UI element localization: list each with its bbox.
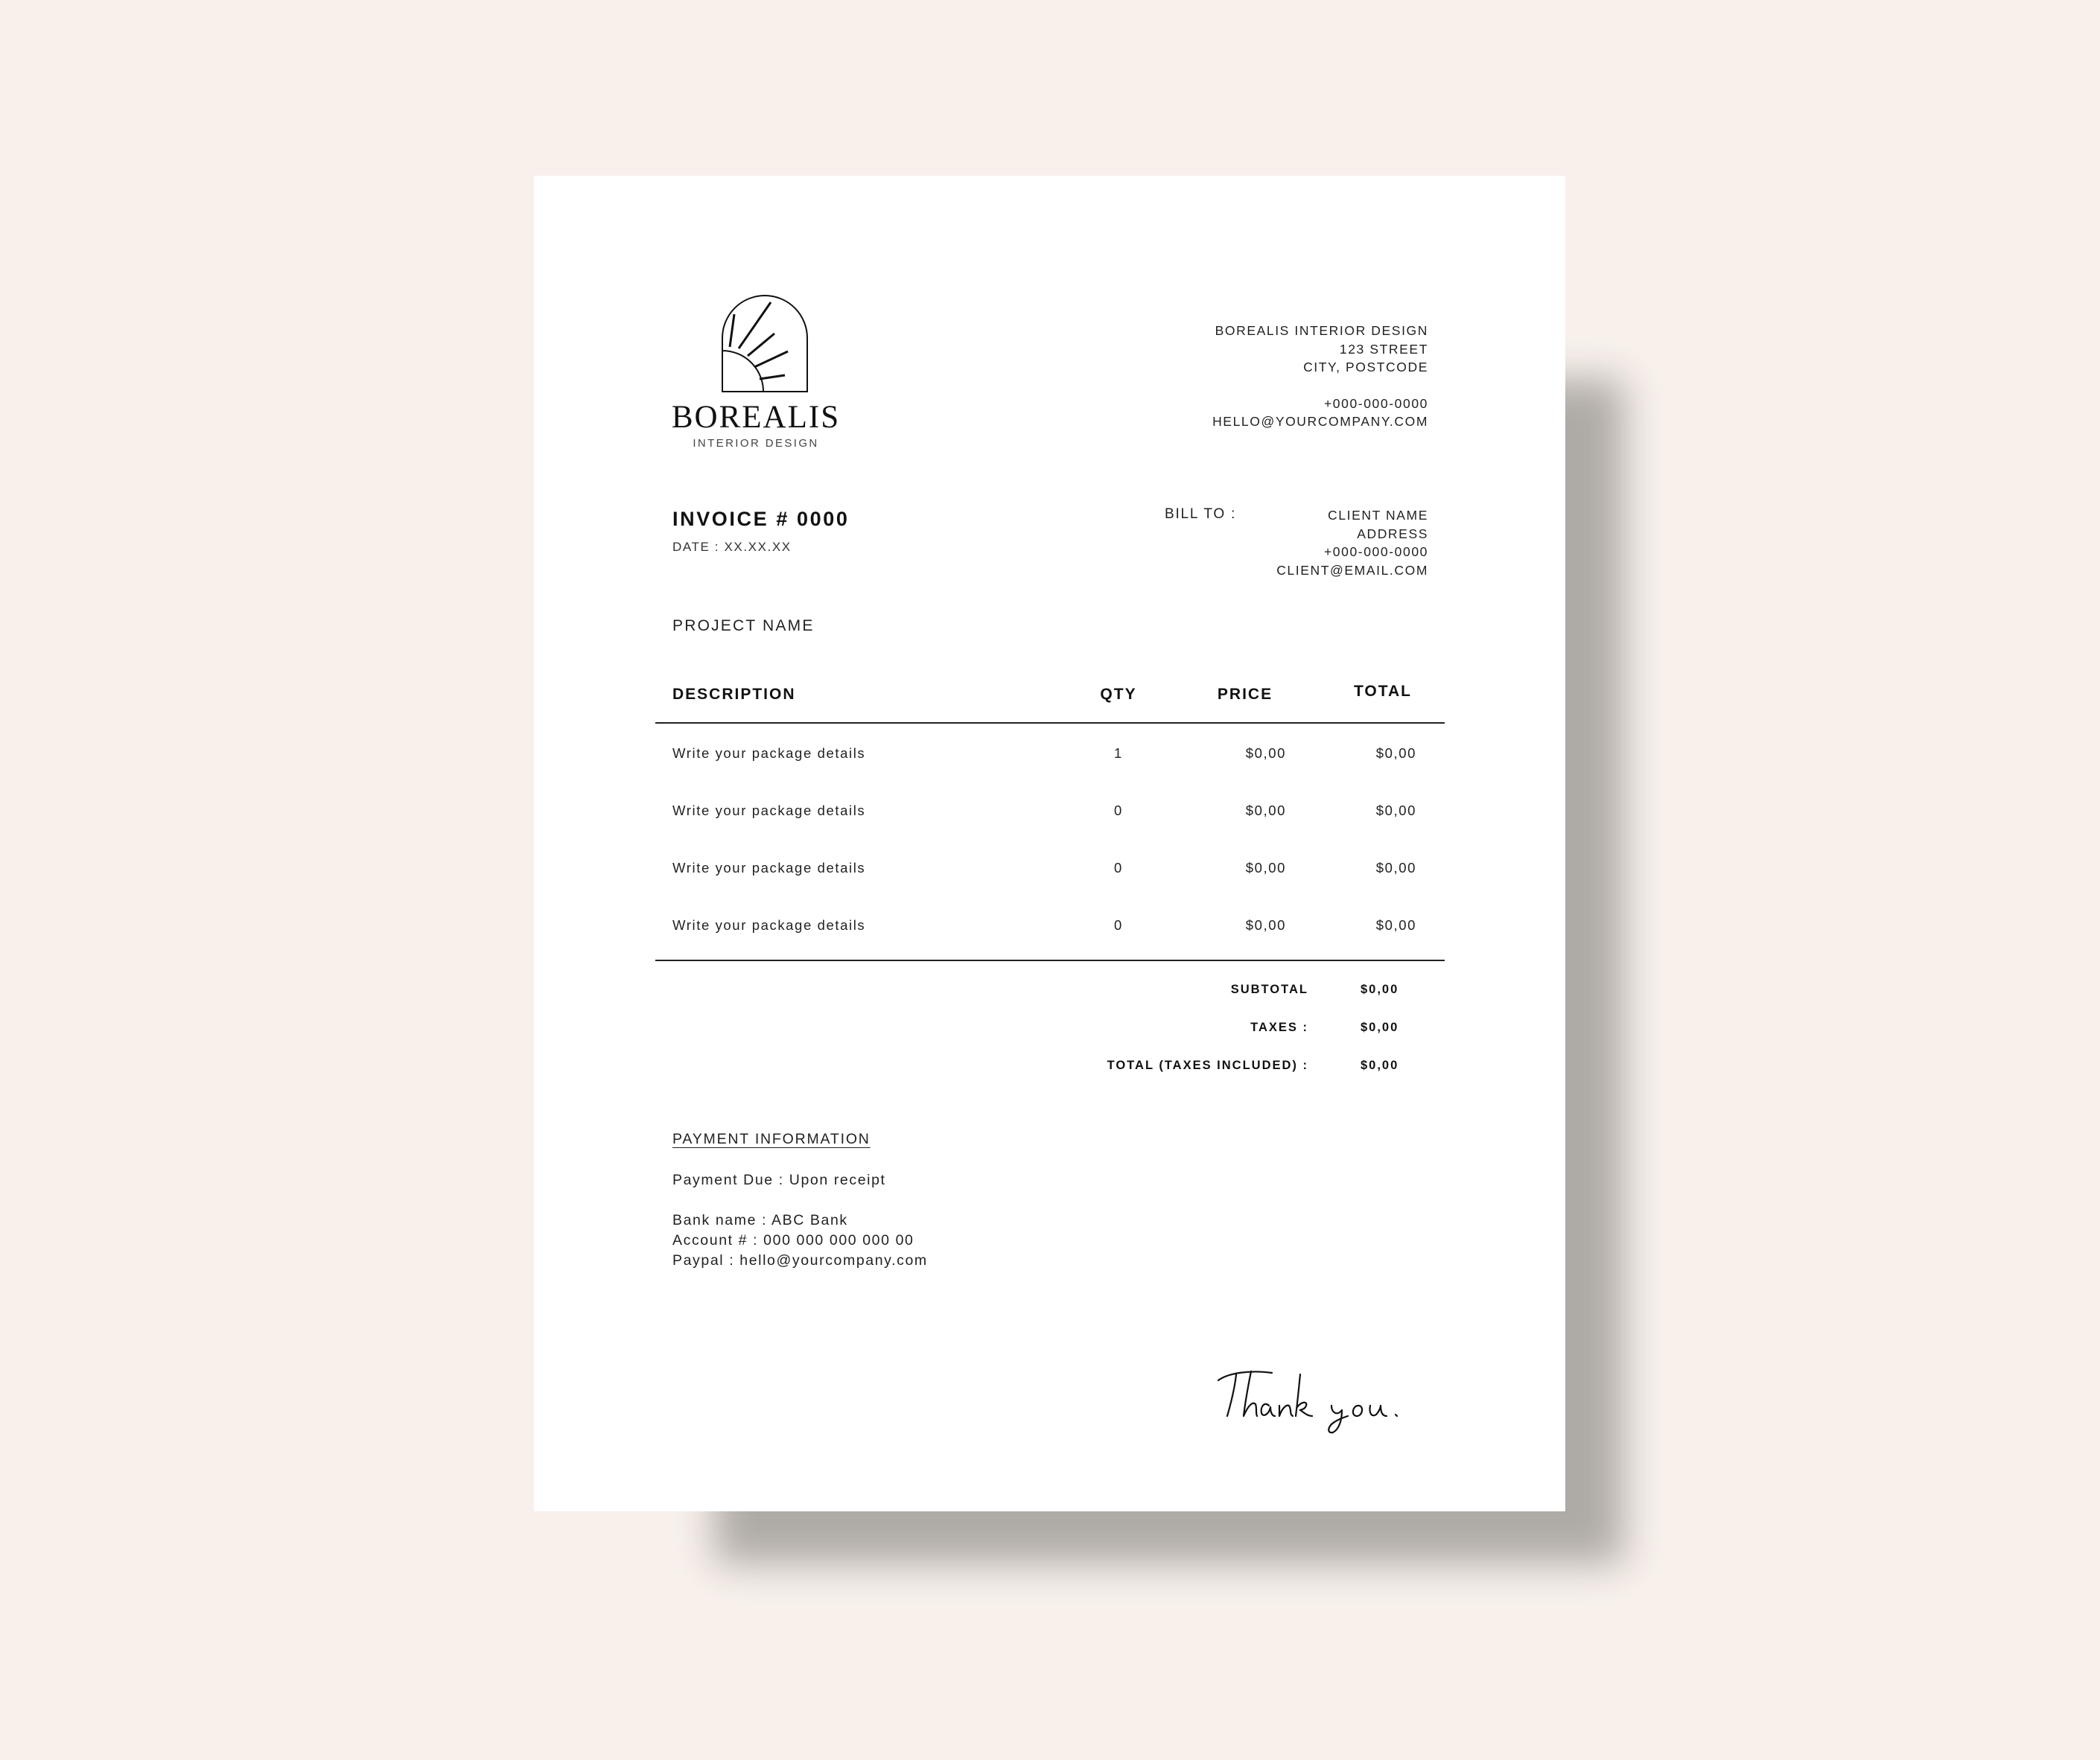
bill-to-info bbox=[1276, 506, 1428, 579]
table-row bbox=[534, 803, 1565, 825]
subtotal-label: SUBTOTAL bbox=[1230, 983, 1308, 996]
header-price: PRICE bbox=[1217, 686, 1273, 703]
invoice-date: DATE : XX.XX.XX bbox=[672, 540, 792, 554]
row-price: $0,00 bbox=[1245, 803, 1286, 818]
row-description: Write your package details bbox=[672, 860, 866, 876]
client-phone: +000-000-0000 bbox=[1323, 544, 1428, 559]
paypal-info: Paypal : hello@yourcompany.com bbox=[672, 1252, 928, 1269]
table-top-rule bbox=[655, 722, 1445, 724]
company-phone: +000-000-0000 bbox=[1323, 395, 1428, 411]
header-total: TOTAL bbox=[1353, 683, 1413, 700]
account-number: Account # : 000 000 000 000 00 bbox=[672, 1232, 914, 1249]
row-price: $0,00 bbox=[1245, 860, 1286, 876]
client-name: CLIENT NAME bbox=[1328, 508, 1428, 523]
bill-to-label: BILL TO : bbox=[1165, 506, 1237, 522]
row-total: $0,00 bbox=[1375, 803, 1416, 818]
company-name: BOREALIS INTERIOR DESIGN bbox=[1215, 323, 1428, 338]
header-qty: QTY bbox=[1100, 686, 1137, 703]
taxes-label: TAXES : bbox=[1250, 1021, 1308, 1034]
row-price: $0,00 bbox=[1245, 917, 1286, 933]
client-address: ADDRESS bbox=[1357, 526, 1428, 541]
project-name: PROJECT NAME bbox=[672, 617, 815, 634]
row-qty: 0 bbox=[1114, 860, 1123, 876]
payment-due: Payment Due : Upon receipt bbox=[672, 1172, 886, 1188]
table-row bbox=[534, 860, 1565, 882]
header-description: DESCRIPTION bbox=[672, 686, 796, 703]
row-qty: 0 bbox=[1114, 803, 1123, 818]
table-bottom-rule bbox=[655, 960, 1445, 961]
row-description: Write your package details bbox=[672, 917, 866, 933]
table-row bbox=[534, 917, 1565, 940]
invoice-title: INVOICE # 0000 bbox=[672, 508, 850, 530]
row-price: $0,00 bbox=[1245, 745, 1286, 761]
company-city: CITY, POSTCODE bbox=[1303, 360, 1428, 374]
thank-you-signature bbox=[1214, 1354, 1437, 1435]
company-email: HELLO@YOURCOMPANY.COM bbox=[1212, 414, 1428, 429]
company-street: 123 STREET bbox=[1339, 341, 1428, 357]
row-total: $0,00 bbox=[1375, 860, 1416, 876]
taxes-value: $0,00 bbox=[1361, 1021, 1399, 1034]
sun-arch-logo-icon bbox=[707, 280, 894, 406]
row-qty: 1 bbox=[1114, 745, 1123, 761]
total-value: $0,00 bbox=[1361, 1059, 1399, 1072]
row-total: $0,00 bbox=[1375, 917, 1416, 933]
client-email: CLIENT@EMAIL.COM bbox=[1276, 562, 1428, 578]
payment-heading: PAYMENT INFORMATION bbox=[672, 1131, 871, 1147]
row-total: $0,00 bbox=[1375, 745, 1416, 761]
row-description: Write your package details bbox=[672, 745, 866, 761]
row-description: Write your package details bbox=[672, 803, 866, 818]
subtotal-value: $0,00 bbox=[1361, 983, 1399, 996]
invoice-page bbox=[534, 176, 1565, 1511]
brand-name: BOREALIS bbox=[671, 400, 841, 435]
company-info bbox=[1212, 322, 1428, 431]
row-qty: 0 bbox=[1114, 917, 1123, 933]
table-row bbox=[534, 745, 1565, 768]
brand-subtitle: INTERIOR DESIGN bbox=[693, 437, 819, 450]
total-label: TOTAL (TAXES INCLUDED) : bbox=[1107, 1059, 1308, 1072]
bank-name: Bank name : ABC Bank bbox=[672, 1212, 848, 1228]
